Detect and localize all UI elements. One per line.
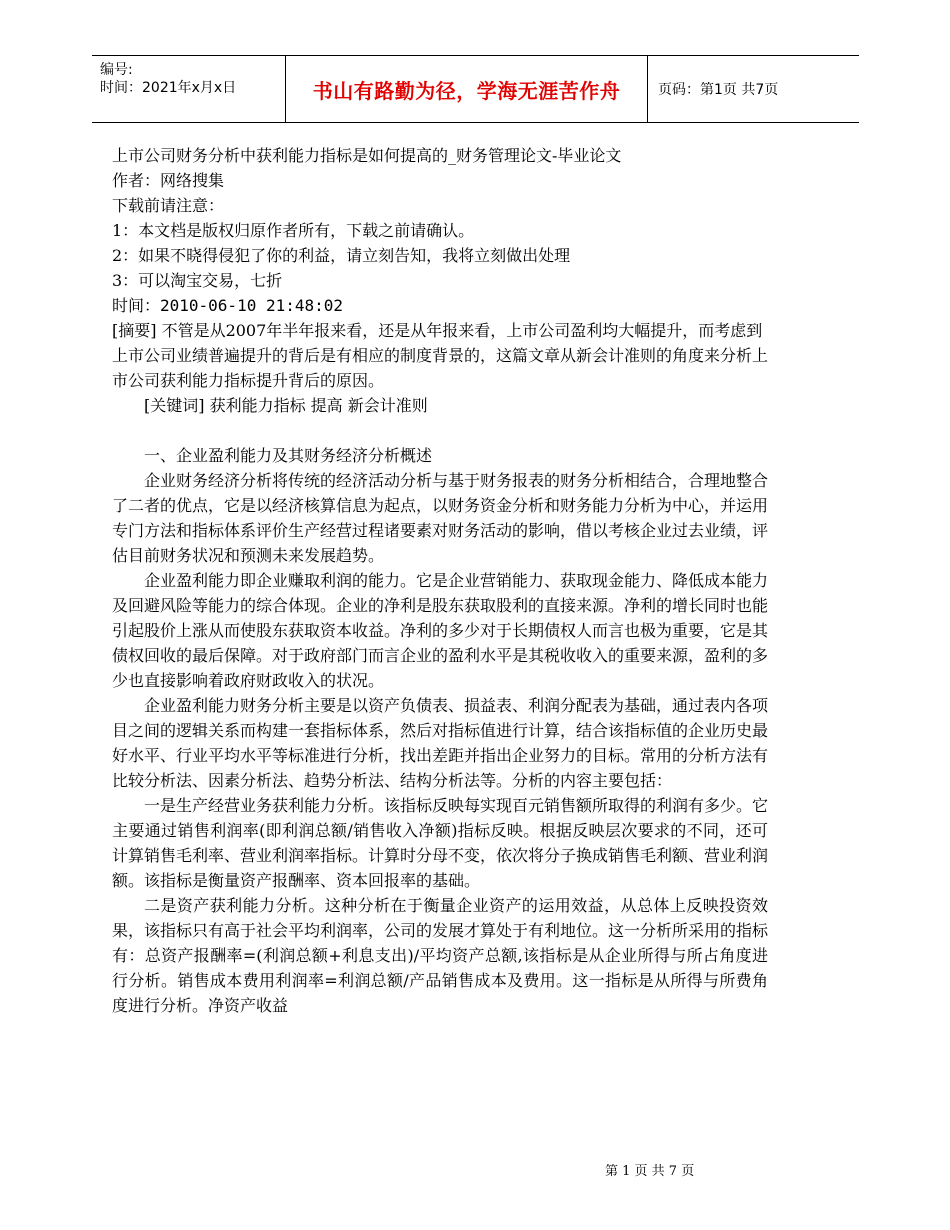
document-title: 上市公司财务分析中获利能力指标是如何提高的_财务管理论文-毕业论文 bbox=[112, 146, 622, 165]
body-paragraph: 企业财务经济分析将传统的经济活动分析与基于财务报表的财务分析相结合，合理地整合了二者的优点，它是以经济核算信息为起点，以财务资金分析和财务能力分析为中心，并运用专门方法和指标体系评价生产经营过程诸要素对财务活动的影响，借以考核企业过去业绩，评估目前财务状况和预测未来发展趋势。 bbox=[112, 471, 769, 565]
body-paragraph: 企业盈利能力财务分析主要是以资产负债表、损益表、利润分配表为基础，通过表内各项目之间的逻辑关系而构建一套指标体系，然后对指标值进行计算，结合该指标值的企业历史最好水平、行业平均水平等标准进行分析，找出差距并指出企业努力的目标。常用的分析方法有比较分析法、因素分析法、趋势分析法、结构分析法等。分析的内容主要包括： bbox=[112, 696, 769, 790]
author-line: 作者：网络搜集 bbox=[112, 171, 225, 190]
notice-heading: 下载前请注意： bbox=[112, 196, 225, 215]
abstract: [摘要] 不管是从2007年半年报来看，还是从年报来看，上市公司盈利均大幅提升，而考虑到上市公司业绩普遍提升的背后是有相应的制度背景的，这篇文章从新会计准则的角度来分析上市公司获利能力指标提升背后的原因。 bbox=[112, 321, 769, 390]
section-heading: 一、企业盈利能力及其财务经济分析概述 bbox=[144, 446, 433, 465]
header-page-cell bbox=[648, 56, 859, 122]
page-code: 页码：第1页 共7页 bbox=[658, 82, 779, 98]
body-paragraph: 企业盈利能力即企业赚取利润的能力。它是企业营销能力、获取现金能力、降低成本能力及回避风险等能力的综合体现。企业的净利是股东获取股利的直接来源。净利的增长同时也能引起股价上涨从而使股东获取资本收益。净利的多少对于长期债权人而言也极为重要，它是其债权回收的最后保障。对于政府部门而言企业的盈利水平是其税收收入的重要来源，盈利的多少也直接影响着政府财政收入的状况。 bbox=[112, 571, 769, 690]
time-label: 时间：2021年x月x日 bbox=[100, 80, 237, 96]
page-footer: 第 1 页 共 7 页 bbox=[605, 1164, 695, 1179]
notice-item: 3：可以淘宝交易，七折 bbox=[112, 271, 283, 290]
body-paragraph: 一是生产经营业务获利能力分析。该指标反映每实现百元销售额所取得的利润有多少。它主要通过销售利润率(即利润总额/销售收入净额)指标反映。根据反映层次要求的不同，还可计算销售毛利率、营业利润率指标。计算时分母不变，依次将分子换成销售毛利额、营业利润额。该指标是衡量资产报酬率、资本回报率的基础。 bbox=[112, 796, 769, 890]
number-label: 编号: bbox=[100, 62, 133, 78]
keywords: [关键词] 获利能力指标 提高 新会计准则 bbox=[144, 396, 428, 415]
header-motto-cell bbox=[286, 56, 648, 122]
document-meta bbox=[112, 143, 768, 318]
motto-text: 书山有路勤为径，学海无涯苦作舟 bbox=[312, 78, 621, 103]
body-paragraph: 二是资产获利能力分析。这种分析在于衡量企业资产的运用效益，从总体上反映投资效果，该指标只有高于社会平均利润率，公司的发展才算处于有利地位。这一分析所采用的指标有：总资产报酬率=(利润总额+利息支出)/平均资产总额,该指标是从企业所得与所占角度进行分析。销售成本费用利润率=利润总额/产品销售成本及费用。这一指标是从所得与所费角度进行分析。净资产收益 bbox=[112, 896, 769, 1015]
time-line: 时间：2010-06-10 21:48:02 bbox=[112, 296, 344, 315]
document-body bbox=[112, 143, 768, 1018]
notice-item: 1：本文档是版权归原作者所有，下载之前请确认。 bbox=[112, 221, 475, 240]
document-header bbox=[92, 55, 859, 123]
notice-item: 2：如果不晓得侵犯了你的利益，请立刻告知，我将立刻做出处理 bbox=[112, 246, 571, 265]
header-info-cell bbox=[92, 56, 286, 122]
